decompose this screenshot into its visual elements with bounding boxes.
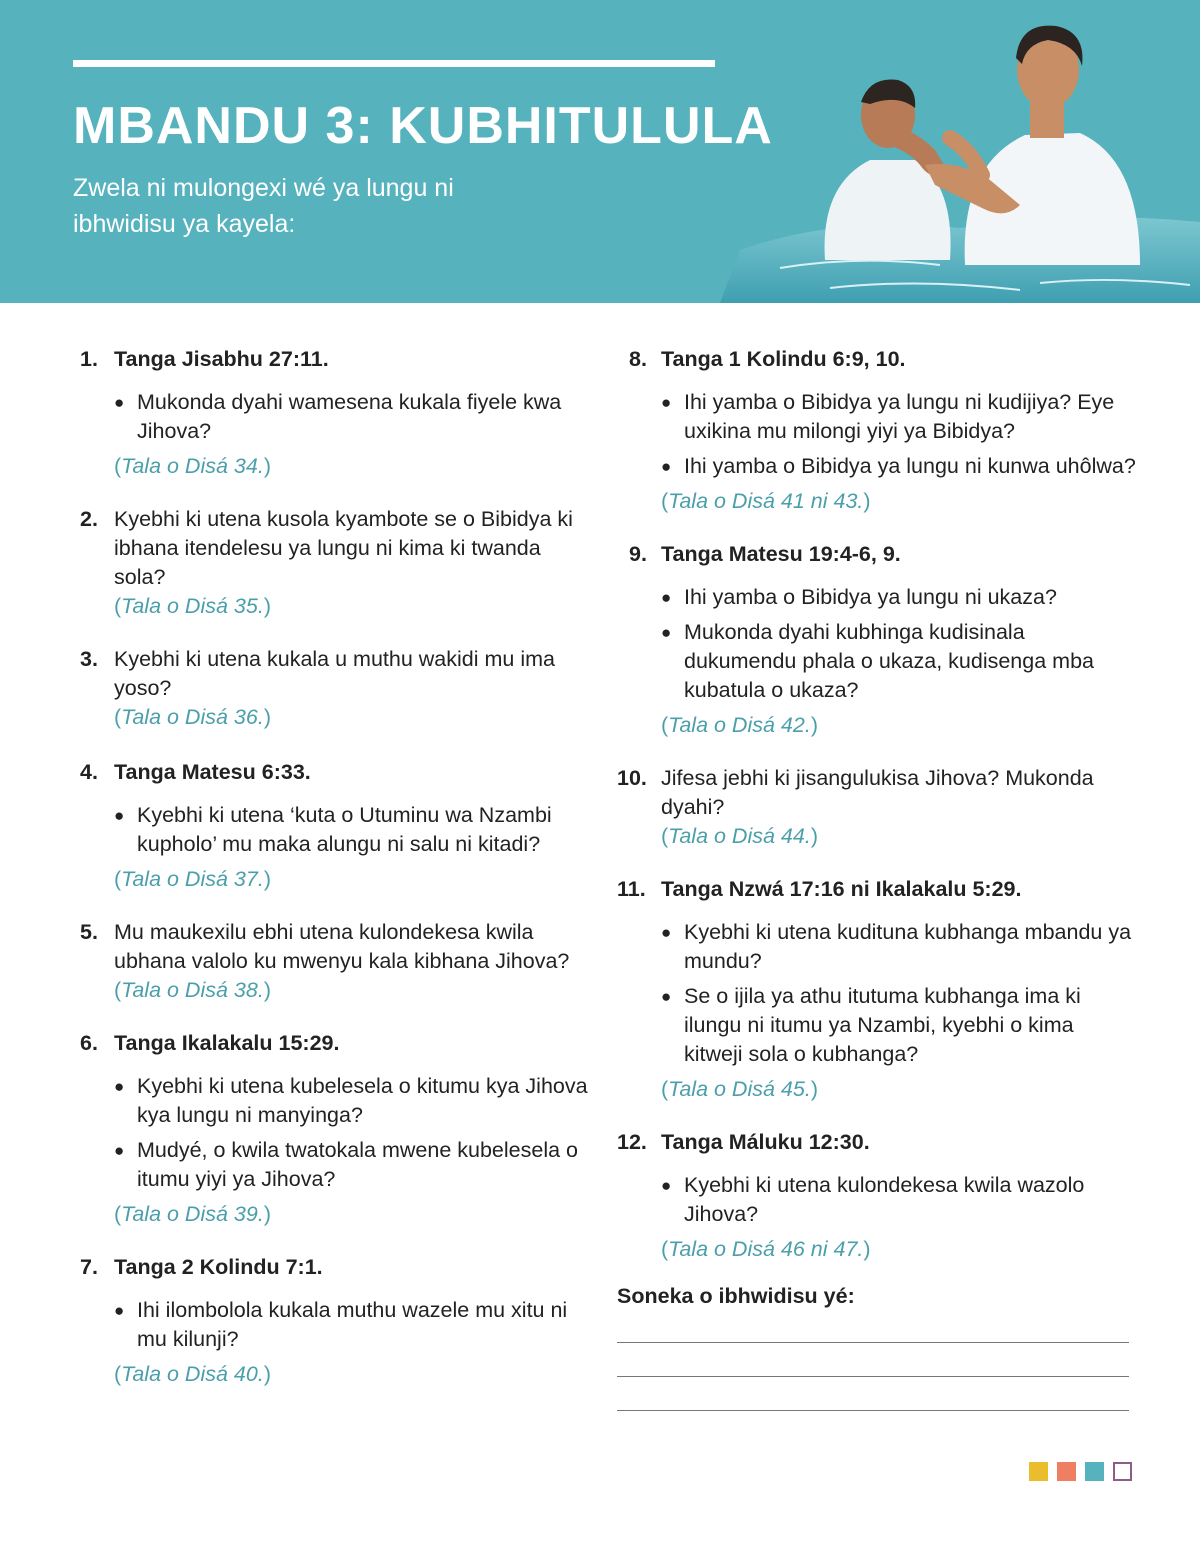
question-bullet: ● Kyebhi ki utena kubelesela o kitumu kya Jihova kya lungu ni manyinga? — [114, 1072, 590, 1130]
question-bullets — [114, 1296, 590, 1354]
question-6 — [80, 1029, 590, 1229]
outline-square — [1113, 1462, 1132, 1481]
question-5 — [80, 918, 590, 1005]
reference-text: Tala o Disá 38. — [121, 978, 264, 1002]
question-bullets — [661, 583, 1137, 705]
reference-text: Tala o Disá 42. — [668, 713, 811, 737]
reference-text: Tala o Disá 41 ni 43. — [668, 489, 864, 513]
question-bullet: ● Ihi yamba o Bibidya ya lungu ni kudijiya? Eye uxikina mu milongi yiyi ya Bibidya? — [661, 388, 1137, 446]
reference-text: Tala o Disá 37. — [121, 867, 264, 891]
question-number: 7. — [80, 1255, 98, 1279]
question-bullet: ● Kyebhi ki utena kudituna kubhanga mbandu ya mundu? — [661, 918, 1137, 976]
baptism-illustration — [720, 0, 1200, 303]
answer-line[interactable] — [617, 1309, 1129, 1343]
reference-link[interactable]: (Tala o Disá 37.) — [114, 867, 271, 891]
question-4 — [80, 758, 590, 894]
question-7 — [80, 1253, 590, 1389]
question-text: Tanga 2 Kolindu 7:1. — [114, 1255, 323, 1279]
question-bullet: ● Mukonda dyahi wamesena kukala fiyele kwa Jihova? — [114, 388, 590, 446]
yellow-square — [1029, 1462, 1048, 1481]
reference-link[interactable]: (Tala o Disá 44.) — [661, 824, 818, 848]
question-number: 1. — [80, 347, 98, 371]
reference-link[interactable]: (Tala o Disá 38.) — [114, 978, 271, 1002]
question-number: 10. — [617, 766, 647, 790]
question-number: 6. — [80, 1031, 98, 1055]
reference-link[interactable]: (Tala o Disá 40.) — [114, 1362, 271, 1386]
reference-text: Tala o Disá 46 ni 47. — [668, 1237, 864, 1261]
question-bullets — [661, 388, 1137, 481]
question-8 — [617, 345, 1137, 516]
question-bullet: ● Ihi yamba o Bibidya ya lungu ni ukaza? — [661, 583, 1137, 612]
question-number: 5. — [80, 920, 98, 944]
question-bullets — [114, 388, 590, 446]
question-text: Tanga Nzwá 17:16 ni Ikalakalu 5:29. — [661, 877, 1022, 901]
question-number: 9. — [629, 542, 647, 566]
reference-link[interactable]: (Tala o Disá 39.) — [114, 1202, 271, 1226]
question-number: 11. — [617, 877, 646, 901]
question-number: 8. — [629, 347, 647, 371]
question-12 — [617, 1128, 1137, 1264]
question-9 — [617, 540, 1137, 740]
question-text: Mu maukexilu ebhi utena kulondekesa kwila ubhana valolo ku mwenyu kala kibhana Jihova? — [114, 920, 570, 973]
teal-square — [1085, 1462, 1104, 1481]
question-text: Jifesa jebhi ki jisangulukisa Jihova? Mukonda dyahi? — [661, 766, 1094, 819]
question-text: Tanga Matesu 6:33. — [114, 760, 311, 784]
page-title: MBANDU 3: KUBHITULULA — [73, 97, 773, 155]
reference-link[interactable]: (Tala o Disá 35.) — [114, 594, 271, 618]
question-bullet: ● Kyebhi ki utena ‘kuta o Utuminu wa Nzambi kupholo’ mu maka alungu ni salu ni kitadi? — [114, 801, 590, 859]
orange-square — [1057, 1462, 1076, 1481]
question-text: Tanga Máluku 12:30. — [661, 1130, 870, 1154]
question-text: Kyebhi ki utena kukala u muthu wakidi mu ima yoso? — [114, 647, 555, 700]
questions-right-column — [617, 345, 1137, 1411]
reference-link[interactable]: (Tala o Disá 46 ni 47.) — [661, 1237, 871, 1261]
header-banner — [0, 0, 1200, 303]
question-text: Tanga 1 Kolindu 6:9, 10. — [661, 347, 906, 371]
reference-link[interactable]: (Tala o Disá 34.) — [114, 454, 271, 478]
question-text: Kyebhi ki utena kusola kyambote se o Bibidya ki ibhana itendelesu ya lungu ni kima ki twanda sola? — [114, 507, 573, 589]
reference-text: Tala o Disá 39. — [121, 1202, 264, 1226]
write-answer-label: Soneka o ibhwidisu yé: — [617, 1284, 855, 1308]
reference-text: Tala o Disá 40. — [121, 1362, 264, 1386]
question-bullet: ● Ihi yamba o Bibidya ya lungu ni kunwa uhôlwa? — [661, 452, 1137, 481]
question-text: Tanga Matesu 19:4-6, 9. — [661, 542, 901, 566]
reference-link[interactable]: (Tala o Disá 36.) — [114, 705, 271, 729]
reference-text: Tala o Disá 44. — [668, 824, 811, 848]
question-bullet: ● Se o ijila ya athu itutuma kubhanga ima ki ilungu ni itumu ya Nzambi, kyebhi o kima kitweji sola o kubhanga? — [661, 982, 1137, 1069]
question-10 — [617, 764, 1137, 851]
reference-link[interactable]: (Tala o Disá 41 ni 43.) — [661, 489, 871, 513]
question-number: 3. — [80, 647, 98, 671]
question-number: 4. — [80, 760, 98, 784]
question-bullet: ● Kyebhi ki utena kulondekesa kwila wazolo Jihova? — [661, 1171, 1137, 1229]
question-bullets — [114, 801, 590, 859]
question-text: Tanga Ikalakalu 15:29. — [114, 1031, 340, 1055]
question-1 — [80, 345, 590, 481]
reference-text: Tala o Disá 34. — [121, 454, 264, 478]
question-number: 12. — [617, 1130, 647, 1154]
question-bullets — [114, 1072, 590, 1194]
question-11 — [617, 875, 1137, 1104]
answer-line[interactable] — [617, 1377, 1129, 1411]
header-rule — [73, 60, 715, 67]
reference-text: Tala o Disá 45. — [668, 1077, 811, 1101]
question-bullets — [661, 918, 1137, 1069]
question-bullets — [661, 1171, 1137, 1229]
reference-text: Tala o Disá 36. — [121, 705, 264, 729]
question-bullet: ● Mudyé, o kwila twatokala mwene kubelesela o itumu yiyi ya Jihova? — [114, 1136, 590, 1194]
answer-line[interactable] — [617, 1343, 1129, 1377]
reference-text: Tala o Disá 35. — [121, 594, 264, 618]
questions-left-column — [80, 345, 590, 1389]
reference-link[interactable]: (Tala o Disá 42.) — [661, 713, 818, 737]
question-bullet: ● Mukonda dyahi kubhinga kudisinala dukumendu phala o ukaza, kudisenga mba kubatula o ukaza? — [661, 618, 1137, 705]
question-2 — [80, 505, 590, 621]
question-3 — [80, 645, 590, 732]
question-bullet: ● Ihi ilombolola kukala muthu wazele mu xitu ni mu kilunji? — [114, 1296, 590, 1354]
question-number: 2. — [80, 507, 98, 531]
reference-link[interactable]: (Tala o Disá 45.) — [661, 1077, 818, 1101]
page-subtitle: Zwela ni mulongexi wé ya lungu ni ibhwidisu ya kayela: — [73, 174, 454, 238]
question-text: Tanga Jisabhu 27:11. — [114, 347, 329, 371]
